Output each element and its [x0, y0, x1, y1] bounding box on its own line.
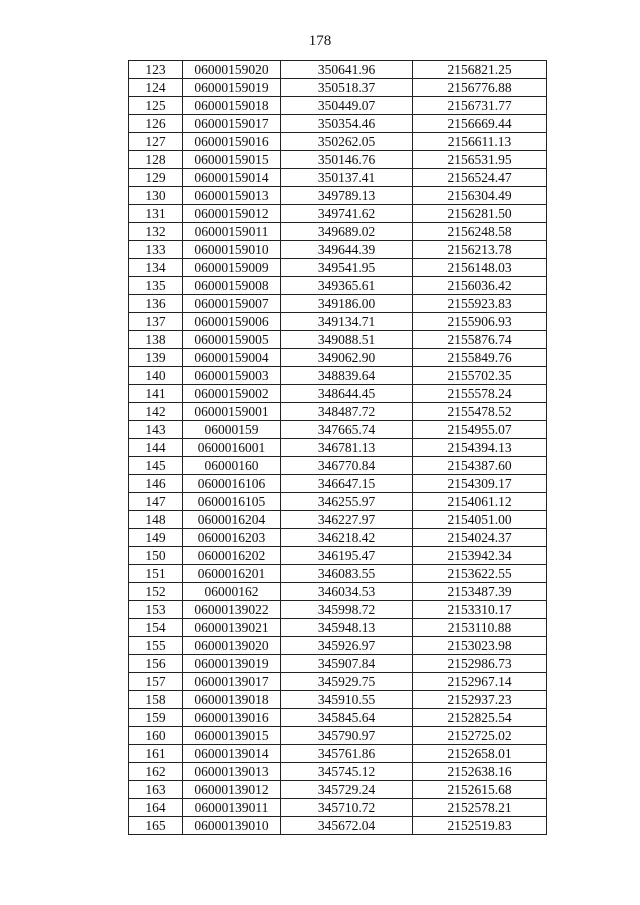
row-number-cell: 129 — [129, 169, 183, 187]
row-number-cell: 138 — [129, 331, 183, 349]
x-coordinate-cell: 345907.84 — [281, 655, 413, 673]
point-id-cell: 06000139018 — [183, 691, 281, 709]
y-coordinate-cell: 2156776.88 — [413, 79, 547, 97]
table-row — [129, 187, 547, 205]
coordinates-table — [128, 60, 547, 835]
row-number-cell: 141 — [129, 385, 183, 403]
x-coordinate-cell: 349186.00 — [281, 295, 413, 313]
row-number-cell: 149 — [129, 529, 183, 547]
row-number-cell: 131 — [129, 205, 183, 223]
y-coordinate-cell: 2155906.93 — [413, 313, 547, 331]
point-id-cell: 0600016201 — [183, 565, 281, 583]
point-id-cell: 06000139021 — [183, 619, 281, 637]
y-coordinate-cell: 2154061.12 — [413, 493, 547, 511]
table-row — [129, 745, 547, 763]
table-row — [129, 241, 547, 259]
x-coordinate-cell: 348644.45 — [281, 385, 413, 403]
x-coordinate-cell: 350641.96 — [281, 61, 413, 79]
x-coordinate-cell: 345845.64 — [281, 709, 413, 727]
table-row — [129, 493, 547, 511]
row-number-cell: 163 — [129, 781, 183, 799]
x-coordinate-cell: 346770.84 — [281, 457, 413, 475]
point-id-cell: 06000159004 — [183, 349, 281, 367]
point-id-cell: 06000159016 — [183, 133, 281, 151]
table-row — [129, 277, 547, 295]
point-id-cell: 06000139010 — [183, 817, 281, 835]
point-id-cell: 0600016001 — [183, 439, 281, 457]
row-number-cell: 147 — [129, 493, 183, 511]
table-row — [129, 151, 547, 169]
table-row — [129, 79, 547, 97]
y-coordinate-cell: 2152825.54 — [413, 709, 547, 727]
table-body — [129, 61, 547, 835]
table-row — [129, 205, 547, 223]
table-row — [129, 367, 547, 385]
row-number-cell: 150 — [129, 547, 183, 565]
x-coordinate-cell: 345729.24 — [281, 781, 413, 799]
x-coordinate-cell: 346034.53 — [281, 583, 413, 601]
row-number-cell: 140 — [129, 367, 183, 385]
point-id-cell: 06000159 — [183, 421, 281, 439]
row-number-cell: 157 — [129, 673, 183, 691]
row-number-cell: 152 — [129, 583, 183, 601]
point-id-cell: 06000139016 — [183, 709, 281, 727]
row-number-cell: 137 — [129, 313, 183, 331]
x-coordinate-cell: 345761.86 — [281, 745, 413, 763]
point-id-cell: 06000159008 — [183, 277, 281, 295]
row-number-cell: 162 — [129, 763, 183, 781]
row-number-cell: 164 — [129, 799, 183, 817]
x-coordinate-cell: 349644.39 — [281, 241, 413, 259]
row-number-cell: 161 — [129, 745, 183, 763]
x-coordinate-cell: 348487.72 — [281, 403, 413, 421]
row-number-cell: 135 — [129, 277, 183, 295]
row-number-cell: 126 — [129, 115, 183, 133]
y-coordinate-cell: 2155578.24 — [413, 385, 547, 403]
table-row — [129, 169, 547, 187]
y-coordinate-cell: 2152578.21 — [413, 799, 547, 817]
table-row — [129, 97, 547, 115]
point-id-cell: 0600016203 — [183, 529, 281, 547]
x-coordinate-cell: 345910.55 — [281, 691, 413, 709]
page-number: 178 — [308, 33, 332, 49]
row-number-cell: 159 — [129, 709, 183, 727]
table-row — [129, 457, 547, 475]
point-id-cell: 06000159009 — [183, 259, 281, 277]
x-coordinate-cell: 350146.76 — [281, 151, 413, 169]
point-id-cell: 06000159020 — [183, 61, 281, 79]
x-coordinate-cell: 346647.15 — [281, 475, 413, 493]
point-id-cell: 06000139013 — [183, 763, 281, 781]
x-coordinate-cell: 349789.13 — [281, 187, 413, 205]
row-number-cell: 151 — [129, 565, 183, 583]
row-number-cell: 144 — [129, 439, 183, 457]
point-id-cell: 06000159012 — [183, 205, 281, 223]
point-id-cell: 06000159011 — [183, 223, 281, 241]
table-row — [129, 313, 547, 331]
x-coordinate-cell: 350137.41 — [281, 169, 413, 187]
y-coordinate-cell: 2156524.47 — [413, 169, 547, 187]
table-row — [129, 817, 547, 835]
row-number-cell: 148 — [129, 511, 183, 529]
row-number-cell: 132 — [129, 223, 183, 241]
x-coordinate-cell: 345745.12 — [281, 763, 413, 781]
y-coordinate-cell: 2154394.13 — [413, 439, 547, 457]
table-row — [129, 691, 547, 709]
point-id-cell: 06000139012 — [183, 781, 281, 799]
x-coordinate-cell: 349689.02 — [281, 223, 413, 241]
table-row — [129, 511, 547, 529]
y-coordinate-cell: 2152519.83 — [413, 817, 547, 835]
point-id-cell: 06000159017 — [183, 115, 281, 133]
row-number-cell: 125 — [129, 97, 183, 115]
row-number-cell: 160 — [129, 727, 183, 745]
point-id-cell: 0600016105 — [183, 493, 281, 511]
y-coordinate-cell: 2152967.14 — [413, 673, 547, 691]
point-id-cell: 06000139017 — [183, 673, 281, 691]
x-coordinate-cell: 349541.95 — [281, 259, 413, 277]
table-row — [129, 115, 547, 133]
y-coordinate-cell: 2156611.13 — [413, 133, 547, 151]
row-number-cell: 124 — [129, 79, 183, 97]
x-coordinate-cell: 345790.97 — [281, 727, 413, 745]
point-id-cell: 06000159013 — [183, 187, 281, 205]
table-row — [129, 727, 547, 745]
x-coordinate-cell: 346255.97 — [281, 493, 413, 511]
row-number-cell: 146 — [129, 475, 183, 493]
point-id-cell: 06000160 — [183, 457, 281, 475]
point-id-cell: 06000159001 — [183, 403, 281, 421]
table-row — [129, 547, 547, 565]
point-id-cell: 0600016202 — [183, 547, 281, 565]
y-coordinate-cell: 2156669.44 — [413, 115, 547, 133]
table-row — [129, 799, 547, 817]
table-row — [129, 61, 547, 79]
table-row — [129, 619, 547, 637]
table-row — [129, 601, 547, 619]
table-row — [129, 223, 547, 241]
table-row — [129, 475, 547, 493]
x-coordinate-cell: 347665.74 — [281, 421, 413, 439]
point-id-cell: 06000159007 — [183, 295, 281, 313]
x-coordinate-cell: 345929.75 — [281, 673, 413, 691]
y-coordinate-cell: 2152658.01 — [413, 745, 547, 763]
y-coordinate-cell: 2156281.50 — [413, 205, 547, 223]
x-coordinate-cell: 345672.04 — [281, 817, 413, 835]
y-coordinate-cell: 2156213.78 — [413, 241, 547, 259]
x-coordinate-cell: 350354.46 — [281, 115, 413, 133]
point-id-cell: 06000159018 — [183, 97, 281, 115]
point-id-cell: 0600016106 — [183, 475, 281, 493]
row-number-cell: 156 — [129, 655, 183, 673]
y-coordinate-cell: 2152986.73 — [413, 655, 547, 673]
table-row — [129, 529, 547, 547]
row-number-cell: 155 — [129, 637, 183, 655]
x-coordinate-cell: 345710.72 — [281, 799, 413, 817]
point-id-cell: 06000139019 — [183, 655, 281, 673]
table-row — [129, 565, 547, 583]
row-number-cell: 123 — [129, 61, 183, 79]
x-coordinate-cell: 348839.64 — [281, 367, 413, 385]
row-number-cell: 145 — [129, 457, 183, 475]
y-coordinate-cell: 2156731.77 — [413, 97, 547, 115]
y-coordinate-cell: 2154955.07 — [413, 421, 547, 439]
point-id-cell: 06000159006 — [183, 313, 281, 331]
table-row — [129, 133, 547, 151]
table-row — [129, 295, 547, 313]
x-coordinate-cell: 345998.72 — [281, 601, 413, 619]
y-coordinate-cell: 2154024.37 — [413, 529, 547, 547]
y-coordinate-cell: 2153110.88 — [413, 619, 547, 637]
y-coordinate-cell: 2156036.42 — [413, 277, 547, 295]
table-row — [129, 781, 547, 799]
x-coordinate-cell: 350449.07 — [281, 97, 413, 115]
x-coordinate-cell: 346781.13 — [281, 439, 413, 457]
y-coordinate-cell: 2154309.17 — [413, 475, 547, 493]
y-coordinate-cell: 2156248.58 — [413, 223, 547, 241]
y-coordinate-cell: 2152937.23 — [413, 691, 547, 709]
row-number-cell: 134 — [129, 259, 183, 277]
table-row — [129, 583, 547, 601]
y-coordinate-cell: 2155478.52 — [413, 403, 547, 421]
y-coordinate-cell: 2152638.16 — [413, 763, 547, 781]
x-coordinate-cell: 346195.47 — [281, 547, 413, 565]
point-id-cell: 06000139011 — [183, 799, 281, 817]
y-coordinate-cell: 2155702.35 — [413, 367, 547, 385]
point-id-cell: 06000159019 — [183, 79, 281, 97]
table-row — [129, 385, 547, 403]
y-coordinate-cell: 2153622.55 — [413, 565, 547, 583]
row-number-cell: 136 — [129, 295, 183, 313]
y-coordinate-cell: 2153310.17 — [413, 601, 547, 619]
point-id-cell: 0600016204 — [183, 511, 281, 529]
x-coordinate-cell: 345926.97 — [281, 637, 413, 655]
row-number-cell: 158 — [129, 691, 183, 709]
point-id-cell: 06000139015 — [183, 727, 281, 745]
table-row — [129, 349, 547, 367]
table-row — [129, 673, 547, 691]
table-row — [129, 421, 547, 439]
y-coordinate-cell: 2156148.03 — [413, 259, 547, 277]
row-number-cell: 127 — [129, 133, 183, 151]
y-coordinate-cell: 2152615.68 — [413, 781, 547, 799]
x-coordinate-cell: 349134.71 — [281, 313, 413, 331]
y-coordinate-cell: 2156531.95 — [413, 151, 547, 169]
y-coordinate-cell: 2155849.76 — [413, 349, 547, 367]
row-number-cell: 139 — [129, 349, 183, 367]
point-id-cell: 06000159003 — [183, 367, 281, 385]
x-coordinate-cell: 346227.97 — [281, 511, 413, 529]
point-id-cell: 06000159010 — [183, 241, 281, 259]
row-number-cell: 128 — [129, 151, 183, 169]
x-coordinate-cell: 346218.42 — [281, 529, 413, 547]
point-id-cell: 06000159005 — [183, 331, 281, 349]
table-row — [129, 637, 547, 655]
y-coordinate-cell: 2153023.98 — [413, 637, 547, 655]
point-id-cell: 06000162 — [183, 583, 281, 601]
y-coordinate-cell: 2153942.34 — [413, 547, 547, 565]
point-id-cell: 06000159015 — [183, 151, 281, 169]
row-number-cell: 142 — [129, 403, 183, 421]
point-id-cell: 06000139020 — [183, 637, 281, 655]
row-number-cell: 133 — [129, 241, 183, 259]
table-row — [129, 331, 547, 349]
x-coordinate-cell: 346083.55 — [281, 565, 413, 583]
table-row — [129, 709, 547, 727]
y-coordinate-cell: 2156304.49 — [413, 187, 547, 205]
y-coordinate-cell: 2153487.39 — [413, 583, 547, 601]
point-id-cell: 06000139022 — [183, 601, 281, 619]
x-coordinate-cell: 345948.13 — [281, 619, 413, 637]
y-coordinate-cell: 2155876.74 — [413, 331, 547, 349]
y-coordinate-cell: 2152725.02 — [413, 727, 547, 745]
row-number-cell: 154 — [129, 619, 183, 637]
row-number-cell: 130 — [129, 187, 183, 205]
point-id-cell: 06000159002 — [183, 385, 281, 403]
table-row — [129, 439, 547, 457]
y-coordinate-cell: 2154051.00 — [413, 511, 547, 529]
y-coordinate-cell: 2155923.83 — [413, 295, 547, 313]
row-number-cell: 153 — [129, 601, 183, 619]
table-row — [129, 763, 547, 781]
x-coordinate-cell: 349062.90 — [281, 349, 413, 367]
x-coordinate-cell: 349088.51 — [281, 331, 413, 349]
table-row — [129, 655, 547, 673]
x-coordinate-cell: 349365.61 — [281, 277, 413, 295]
y-coordinate-cell: 2156821.25 — [413, 61, 547, 79]
x-coordinate-cell: 350518.37 — [281, 79, 413, 97]
x-coordinate-cell: 349741.62 — [281, 205, 413, 223]
row-number-cell: 143 — [129, 421, 183, 439]
x-coordinate-cell: 350262.05 — [281, 133, 413, 151]
table-row — [129, 403, 547, 421]
y-coordinate-cell: 2154387.60 — [413, 457, 547, 475]
row-number-cell: 165 — [129, 817, 183, 835]
point-id-cell: 06000139014 — [183, 745, 281, 763]
table-row — [129, 259, 547, 277]
point-id-cell: 06000159014 — [183, 169, 281, 187]
